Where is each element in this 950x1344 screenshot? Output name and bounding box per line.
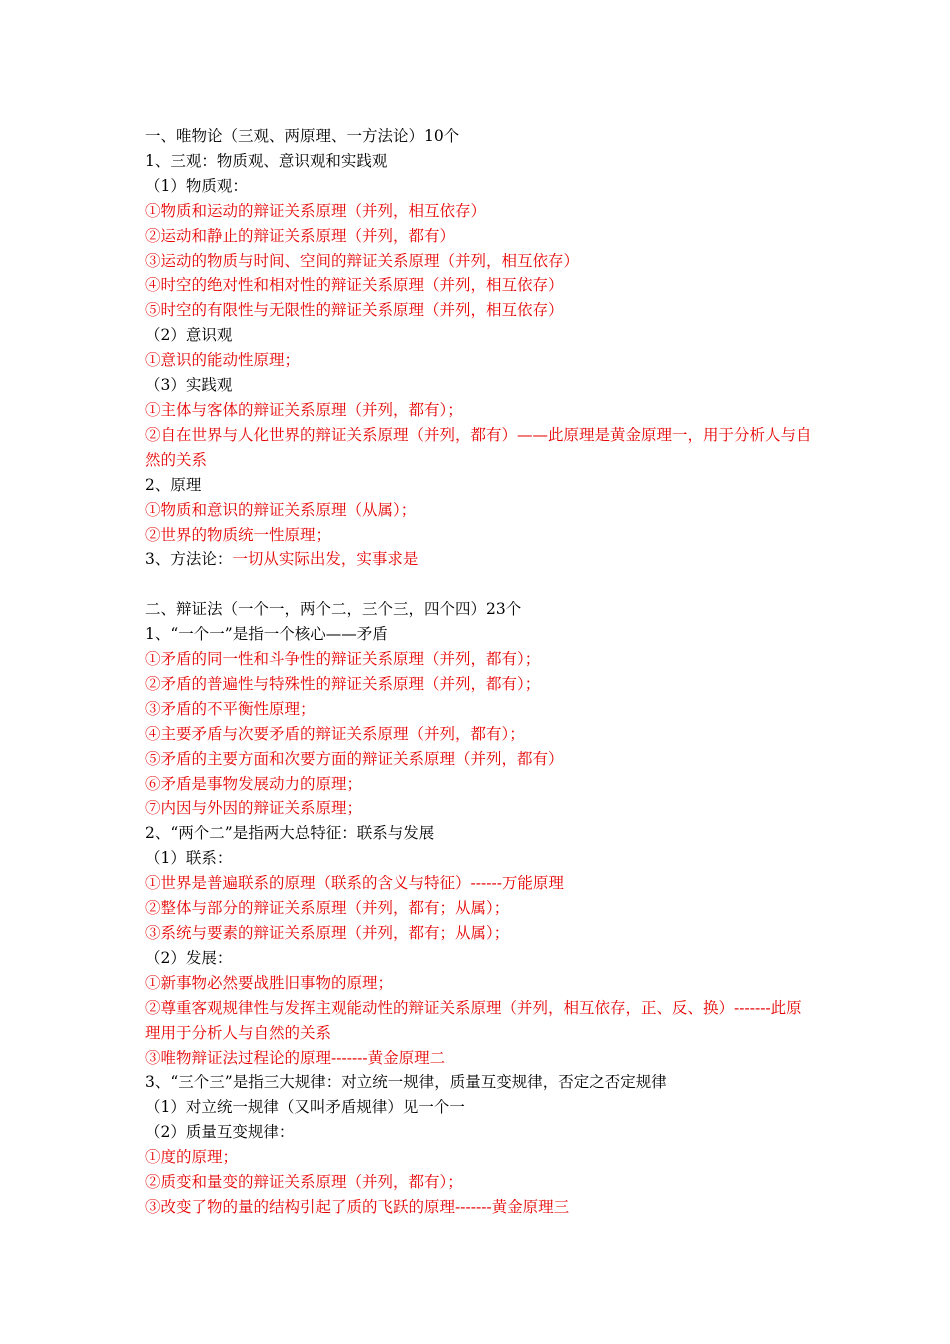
contradiction-item: ③矛盾的不平衡性原理； [145,699,316,718]
principle-item: ②世界的物质统一性原理； [145,525,332,544]
section2-sub1-heading: 1、“一个一”是指一个核心——矛盾 [145,625,388,644]
practice-item: ②自在世界与人化世界的辩证关系原理（并列，都有）——此原理是黄金原理一，用于分析人与自然的关系 [145,425,812,469]
section1-sub1-heading: 1、三观：物质观、意识观和实践观 [145,151,388,170]
quality-item: ②质变和量变的辩证关系原理（并列，都有）； [145,1173,463,1192]
section1-title: 一、唯物论（三观、两原理、一方法论）10个 [145,127,460,145]
development-item: ③唯物辩证法过程论的原理-------黄金原理二 [145,1048,446,1067]
document-body [145,124,815,1220]
contradiction-item: ⑤矛盾的主要方面和次要方面的辩证关系原理（并列，都有） [145,749,564,768]
matter-view-label: （1）物质观： [145,176,248,195]
blank-line [145,572,815,597]
connection-label: （1）联系： [145,849,233,868]
contradiction-item: ⑥矛盾是事物发展动力的原理； [145,774,363,793]
consciousness-view-label: （2）意识观 [145,326,233,345]
contradiction-item: ④主要矛盾与次要矛盾的辩证关系原理（并列，都有）； [145,724,525,743]
principle-item: ①物质和意识的辩证关系原理（从属）； [145,500,417,519]
quality-item: ①度的原理； [145,1148,239,1167]
contradiction-item: ①矛盾的同一性和斗争性的辩证关系原理（并列，都有）； [145,650,541,669]
methodology-value: 一切从实际出发，实事求是 [232,550,419,569]
connection-item: ③系统与要素的辩证关系原理（并列，都有；从属）； [145,923,510,942]
matter-item: ⑤时空的有限性与无限性的辩证关系原理（并列，相互依存） [145,301,564,320]
section1-sub2-heading: 2、原理 [145,475,202,494]
development-label: （2）发展： [145,948,233,967]
matter-item: ②运动和静止的辩证关系原理（并列，都有） [145,226,456,245]
matter-item: ④时空的绝对性和相对性的辩证关系原理（并列，相互依存） [145,276,564,295]
practice-view-label: （3）实践观 [145,376,233,395]
matter-item: ③运动的物质与时间、空间的辩证关系原理（并列，相互依存） [145,251,580,270]
contradiction-item: ②矛盾的普遍性与特殊性的辩证关系原理（并列，都有）； [145,674,541,693]
development-item: ①新事物必然要战胜旧事物的原理； [145,973,394,992]
consciousness-item: ①意识的能动性原理； [145,351,301,370]
methodology-line [145,547,815,572]
connection-item: ①世界是普遍联系的原理（联系的含义与特征）------万能原理 [145,874,564,893]
section2-sub2-heading: 2、“两个二”是指两大总特征：联系与发展 [145,824,435,843]
contradiction-item: ⑦内因与外因的辩证关系原理； [145,799,363,818]
quality-law-label: （2）质量互变规律： [145,1123,295,1142]
section2-sub3-heading: 3、“三个三”是指三大规律：对立统一规律，质量互变规律，否定之否定规律 [145,1073,667,1092]
quality-item: ③改变了物的量的结构引起了质的飞跃的原理-------黄金原理三 [145,1197,570,1216]
practice-item: ①主体与客体的辩证关系原理（并列，都有）； [145,400,463,419]
matter-item: ①物质和运动的辩证关系原理（并列，相互依存） [145,201,487,220]
development-item: ②尊重客观规律性与发挥主观能动性的辩证关系原理（并列，相互依存，正、反、换）-------此原理用于分析人与自然的关系 [145,998,802,1042]
section2-title: 二、辩证法（一个一，两个二，三个三，四个四）23个 [145,600,522,619]
methodology-heading: 3、方法论： [145,550,233,569]
unity-law-label: （1）对立统一规律（又叫矛盾规律）见一个一 [145,1098,465,1117]
connection-item: ②整体与部分的辩证关系原理（并列，都有；从属）； [145,899,510,918]
